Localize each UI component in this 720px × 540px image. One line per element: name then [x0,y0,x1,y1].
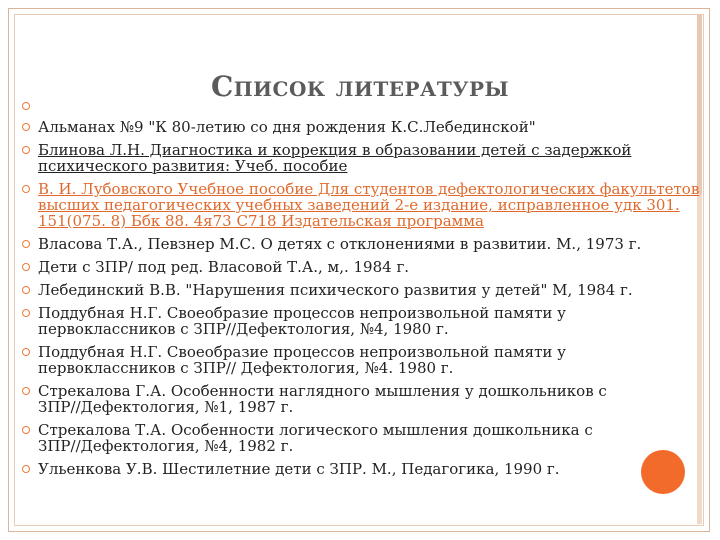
reference-text-line: Дети с ЗПР/ под ред. Власовой Т.А., м,. 1984 г. [38,258,410,276]
reference-item [20,383,720,415]
reference-text-line: Лебединский В.В. "Нарушения психического развития у детей" М, 1984 г. [38,281,633,299]
reference-item [20,344,720,376]
reference-item [20,259,720,275]
reference-text-line: Блинова Л.Н. Диагностика и коррекция в образовании детей с задержкой [38,141,632,159]
bullet-circle-icon [22,146,30,154]
reference-text-line: Власова Т.А., Певзнер М.С. О детях с отклонениями в развитии. М., 1973 г. [38,235,642,253]
reference-text-line: первоклассников с ЗПР//Дефектология, №4, 1980 г. [38,320,449,338]
reference-link-line[interactable]: высших педагогических учебных заведений 2-е издание, исправленное удк 301. [38,196,680,214]
reference-text-line: психического развития: Учеб. пособие [38,157,348,175]
bullet-circle-icon [22,123,30,131]
reference-item [20,422,720,454]
bullet-circle-icon [22,387,30,395]
reference-text-line: Ульенкова У.В. Шестилетние дети с ЗПР. М., Педагогика, 1990 г. [38,460,560,478]
bullet-circle-icon [22,309,30,317]
reference-item[interactable] [20,181,720,229]
reference-text-line: Стрекалова Г.А. Особенности наглядного мышления у дошкольников с [38,382,607,400]
reference-text-line: Поддубная Н.Г. Своеобразие процессов непроизвольной памяти у [38,304,566,322]
reference-link-line[interactable]: 151(075. 8) Ббк 88. 4я73 С718 Издательская программа [38,212,484,230]
bullet-circle-icon [22,426,30,434]
reference-item [20,142,720,174]
bullet-circle-icon [22,185,30,193]
bullet-circle-icon [22,286,30,294]
reference-link-line[interactable]: В. И. Лубовского Учебное пособие Для студентов дефектологических факультетов [38,180,700,198]
reference-item [20,461,720,477]
reference-text-line: Альманах №9 "К 80-летию со дня рождения К.С.Лебединской" [38,118,536,136]
bullet-circle-icon [22,102,30,110]
reference-text-line: ЗПР//Дефектология, №1, 1987 г. [38,398,294,416]
bullet-circle-icon [22,348,30,356]
reference-text-line: ЗПР//Дефектология, №4, 1982 г. [38,437,294,455]
reference-text-line: Стрекалова Т.А. Особенности логического мышления дошкольника с [38,421,593,439]
bullet-circle-icon [22,263,30,271]
bullet-circle-icon [22,240,30,248]
reference-text-line: Поддубная Н.Г. Своеобразие процессов непроизвольной памяти у [38,343,566,361]
bullet-circle-icon [22,465,30,473]
reference-item [20,119,720,135]
slide-title: Список литературы [210,70,510,103]
reference-text-line: первоклассников с ЗПР// Дефектология, №4. 1980 г. [38,359,454,377]
reference-item [20,236,720,252]
reference-item [20,282,720,298]
reference-item [20,305,720,337]
orange-circle-decoration [641,450,685,494]
reference-list [20,98,720,484]
reference-item [20,98,720,112]
